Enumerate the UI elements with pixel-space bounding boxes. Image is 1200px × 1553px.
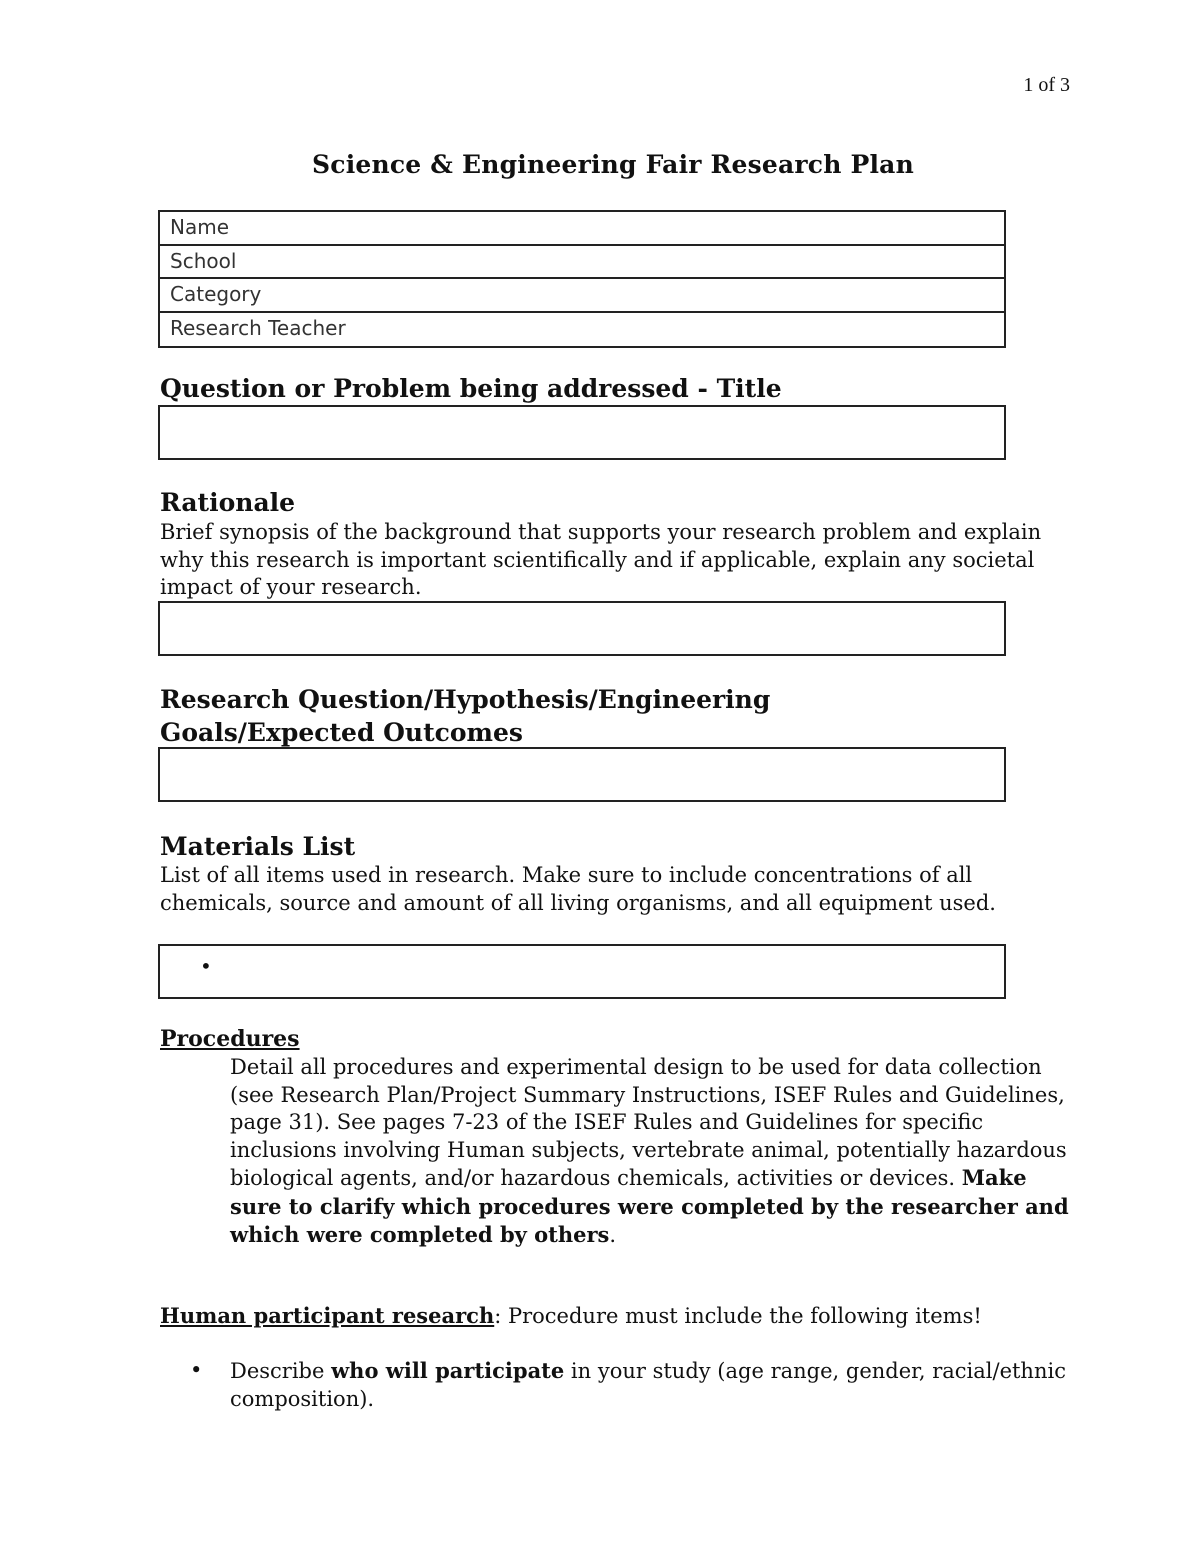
item1-pre: Describe: [230, 1359, 332, 1383]
human-participant-heading: Human participant research: [160, 1303, 495, 1328]
info-row-research-teacher[interactable]: Research Teacher: [170, 315, 346, 340]
page-number: 1 of 3: [1023, 74, 1070, 96]
materials-heading: Materials List: [160, 832, 356, 861]
info-row-school[interactable]: School: [160, 246, 1004, 280]
procedures-description-end: .: [609, 1223, 617, 1247]
info-row-name[interactable]: Name: [160, 212, 1004, 246]
hypothesis-answer-box[interactable]: [158, 747, 1006, 802]
question-answer-box[interactable]: [158, 405, 1006, 460]
procedures-heading-text: Procedures: [160, 1026, 300, 1052]
student-info-table: [158, 210, 1006, 348]
question-heading: Question or Problem being addressed - Title: [160, 374, 782, 403]
info-row-category[interactable]: Category: [160, 279, 1004, 313]
document-title: Science & Engineering Fair Research Plan: [312, 150, 914, 179]
procedures-description-bold: Make sure to clarify which procedures were completed by the researcher and which were completed by others: [230, 1165, 1069, 1247]
materials-answer-box[interactable]: [158, 944, 1006, 999]
human-participant-item-1-text: [230, 1357, 1080, 1413]
materials-bullet: •: [200, 954, 212, 978]
rationale-description: Brief synopsis of the background that supports your research problem and explain why this research is important scientifically and if applicable, explain any societal impact of your research.: [160, 520, 1042, 599]
bullet-icon: •: [190, 1358, 203, 1382]
materials-description: List of all items used in research. Make sure to include concentrations of all chemicals, source and amount of all living organisms, and all equipment used.: [160, 863, 996, 915]
human-participant-intro: [160, 1302, 1080, 1331]
hypothesis-heading-line2: Goals/Expected Outcomes: [160, 718, 523, 747]
procedures-heading: [160, 1026, 1080, 1054]
rationale-answer-box[interactable]: [158, 601, 1006, 656]
procedures-description-plain: Detail all procedures and experimental design to be used for data collection (see Research Plan/Project Summary Instructions, ISEF Rules and Guidelines, page 31). See pages 7-23 of the ISEF Rules and Guidelines for specific inclusions involving Human subjects, vertebrate animal, potentially hazardous biological agents, and/or hazardous chemicals, activities or devices.: [230, 1055, 1067, 1190]
hypothesis-heading-line1: Research Question/Hypothesis/Engineering: [160, 685, 771, 714]
rationale-heading: Rationale: [160, 488, 296, 517]
item1-bold: who will participate: [331, 1358, 565, 1383]
item1-post: in your study (age range, gender, racial/ethnic composition).: [230, 1359, 1066, 1411]
procedures-description: [230, 1054, 1080, 1250]
human-participant-intro-text: : Procedure must include the following items!: [494, 1304, 982, 1328]
